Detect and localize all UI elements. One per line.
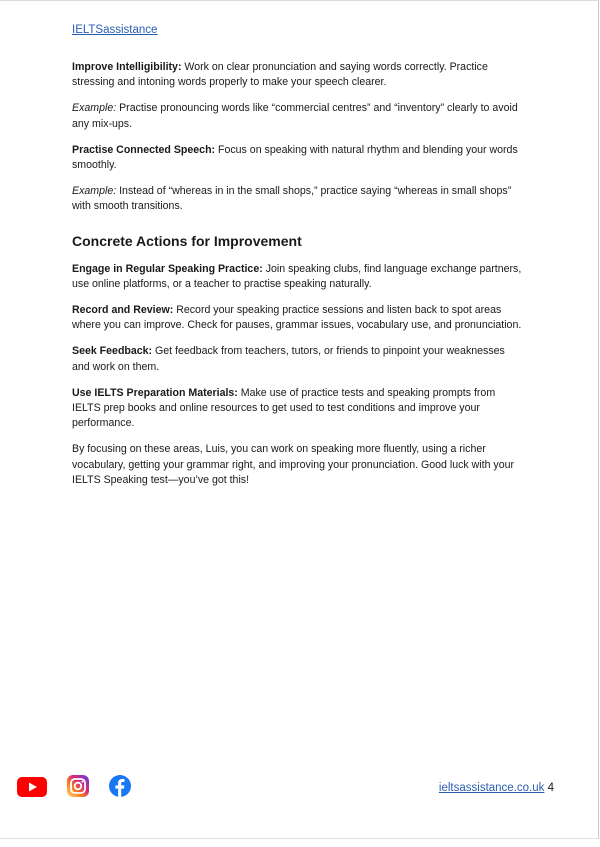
- paragraph-connected-speech: [72, 143, 522, 173]
- paragraph-closing: By focusing on these areas, Luis, you can work on speaking more fluently, using a richer vocabulary, getting your grammar right, and improving your pronunciation. Good luck with your IELTS Speaking test—you’ve got this!: [72, 443, 515, 486]
- footer: [439, 782, 554, 794]
- label-seek-feedback: Seek Feedback:: [72, 345, 153, 358]
- paragraph-example-1: [72, 101, 522, 131]
- text-example-1: Practise pronouncing words like “commercial centres” and “inventory” clearly to avoid any mix-ups.: [72, 102, 518, 130]
- paragraph-prep-materials: [72, 386, 522, 432]
- label-record-review: Record and Review:: [72, 304, 174, 317]
- page-number: 4: [547, 782, 554, 794]
- facebook-icon[interactable]: [109, 775, 131, 797]
- header-link[interactable]: IELTSassistance: [72, 24, 158, 36]
- text-speaking-practice: Join speaking clubs, find language exchange partners, use online platforms, or a teacher to practise speaking naturally.: [72, 262, 522, 290]
- label-example-1: Example:: [72, 102, 117, 115]
- label-example-2: Example:: [72, 185, 117, 198]
- document-body: [72, 60, 522, 499]
- text-intelligibility: Work on clear pronunciation and saying words correctly. Practice stressing and intoning words properly to make your speech clearer.: [72, 61, 488, 89]
- section-heading: Concrete Actions for Improvement: [72, 232, 302, 249]
- text-seek-feedback: Get feedback from teachers, tutors, or friends to pinpoint your weaknesses and work on them.: [72, 345, 505, 373]
- paragraph-seek-feedback: [72, 344, 522, 374]
- paragraph-record-review: [72, 303, 522, 333]
- text-example-2: Instead of “whereas in in the small shops,” practice saying “whereas in small shops” with smooth transitions.: [72, 185, 512, 213]
- instagram-icon[interactable]: [67, 775, 89, 797]
- text-connected-speech: Focus on speaking with natural rhythm and blending your words smoothly.: [72, 143, 518, 172]
- paragraph-example-2: [72, 184, 522, 214]
- text-record-review: Record your speaking practice sessions and listen back to spot areas where you can improve. Check for pauses, grammar issues, vocabulary use, and pronunciation.: [72, 304, 522, 332]
- youtube-icon[interactable]: [17, 777, 47, 797]
- footer-site-link[interactable]: ieltsassistance.co.uk: [438, 782, 545, 794]
- page-divider: [0, 838, 600, 839]
- paragraph-intelligibility: [72, 60, 522, 90]
- label-speaking-practice: Engage in Regular Speaking Practice:: [72, 262, 263, 275]
- label-intelligibility: Improve Intelligibility:: [72, 61, 182, 73]
- label-connected-speech: Practise Connected Speech:: [72, 143, 216, 156]
- paragraph-speaking-practice: [72, 262, 522, 292]
- text-prep-materials: Make use of practice tests and speaking prompts from IELTS prep books and online resources to get used to test conditions and improve your performance.: [72, 386, 496, 430]
- label-prep-materials: Use IELTS Preparation Materials:: [72, 386, 238, 399]
